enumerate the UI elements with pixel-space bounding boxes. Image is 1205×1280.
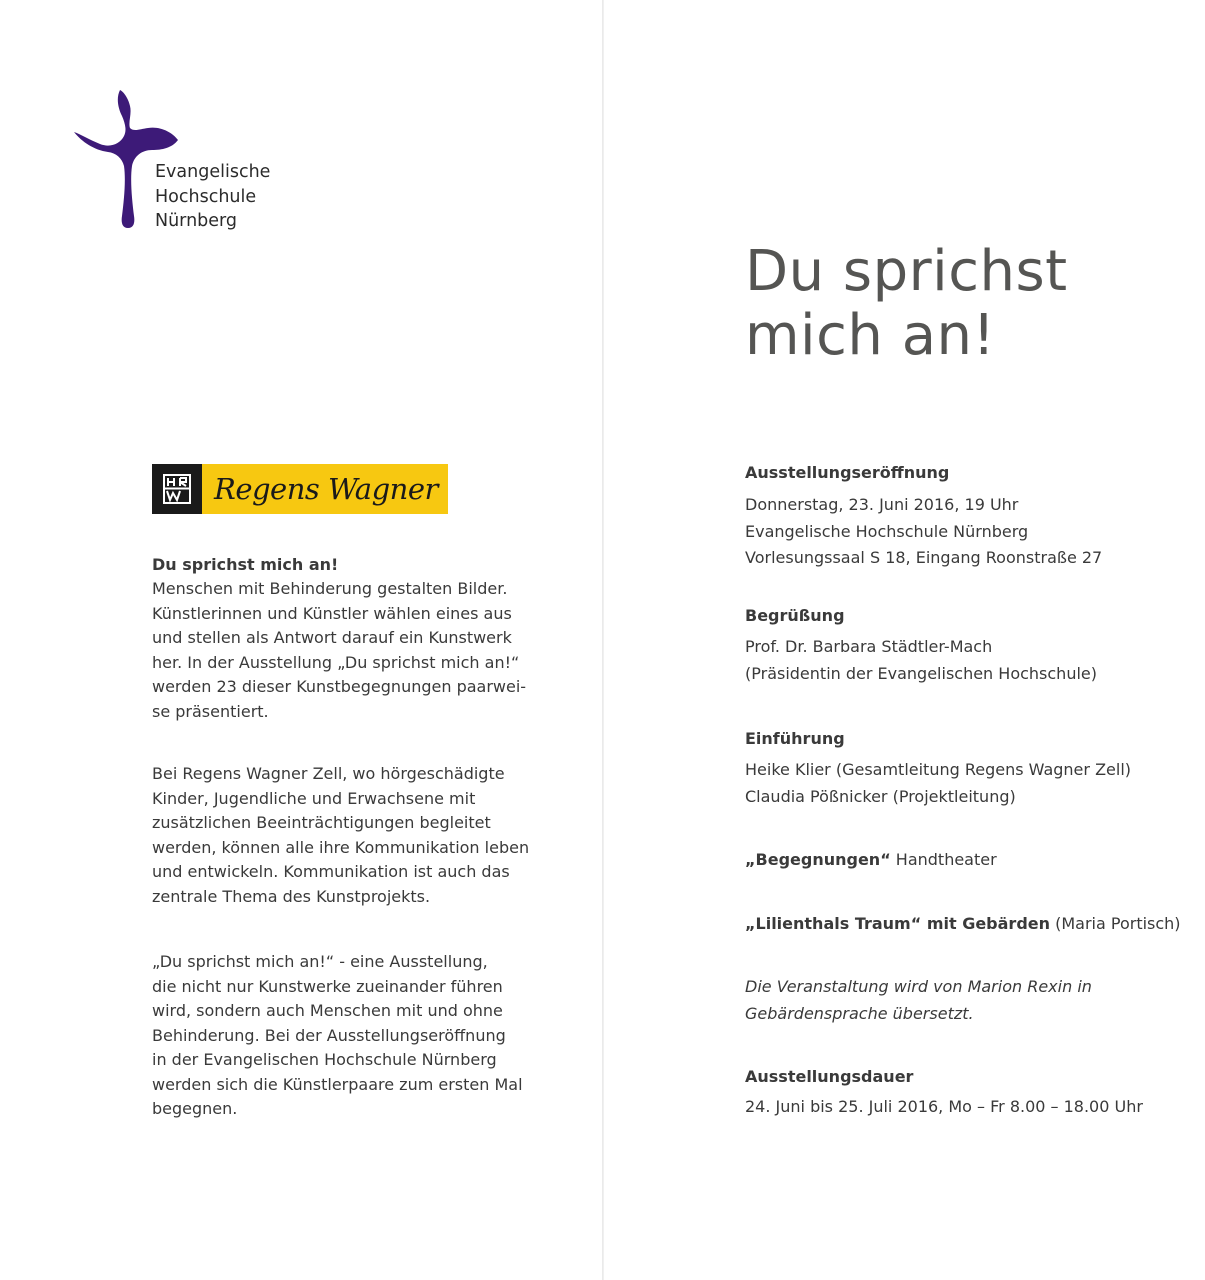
page-title: Du sprichst mich an! xyxy=(745,239,1068,368)
greeting-heading: Begrüßung xyxy=(745,606,845,625)
sign-note-line-1: Die Veranstaltung wird von Marion Rexin in xyxy=(745,977,1092,996)
lilienthal-section xyxy=(745,911,1185,938)
greeting-section xyxy=(745,603,1185,687)
left-heading: Du sprichst mich an! xyxy=(152,555,339,574)
opening-line-1: Donnerstag, 23. Juni 2016, 19 Uhr xyxy=(745,495,1019,514)
opening-heading: Ausstellungseröffnung xyxy=(745,463,950,482)
intro-line-1: Heike Klier (Gesamtleitung Regens Wagner Zell) xyxy=(745,760,1131,779)
ehn-line-2: Hochschule xyxy=(155,186,257,207)
duration-line: 24. Juni bis 25. Juli 2016, Mo – Fr 8.00 – 18.00 Uhr xyxy=(745,1097,1143,1116)
ehn-logo-text xyxy=(155,160,270,234)
intro-heading: Einführung xyxy=(745,729,845,748)
intro-section xyxy=(745,726,1185,810)
duration-heading: Ausstellungsdauer xyxy=(745,1067,914,1086)
theater-title: „Begegnungen“ xyxy=(745,850,891,869)
left-intro xyxy=(152,552,572,724)
left-para-1: Menschen mit Behinderung gestalten Bilder. Künstlerinnen und Künstler wählen eines aus und stellen als Antwort darauf ein Kunstwerk her. In der Ausstellung „Du sprichst mich an!“ werden 23 dieser Kunstbegegnungen paarwei- se präsentiert. xyxy=(152,579,527,721)
left-para-3: „Du sprichst mich an!“ - eine Ausstellung, die nicht nur Kunstwerke zueinander führen wird, sondern auch Menschen mit und ohne Behinderung. Bei der Ausstellungseröffnung in der Evangelischen Hochschule Nürnberg werden sich die Künstlerpaare zum ersten Mal begegnen. xyxy=(152,952,523,1118)
sign-note-line-2: Gebärdensprache übersetzt. xyxy=(745,1003,974,1023)
fold-line xyxy=(602,0,604,1280)
duration-section xyxy=(745,1064,1185,1121)
intro-line-2: Claudia Pößnicker (Projektleitung) xyxy=(745,786,1016,806)
rw-emblem-icon xyxy=(152,464,202,514)
theater-section xyxy=(745,847,1185,874)
lilienthal-rest: (Maria Portisch) xyxy=(1050,914,1181,933)
regens-wagner-logo xyxy=(152,464,448,514)
greeting-line-1: Prof. Dr. Barbara Städtler-Mach xyxy=(745,637,993,656)
greeting-line-2: (Präsidentin der Evangelischen Hochschule) xyxy=(745,663,1097,683)
left-para-3-block xyxy=(152,950,572,1122)
theater-rest: Handtheater xyxy=(890,850,997,869)
opening-line-3: Vorlesungssaal S 18, Eingang Roonstraße 27 xyxy=(745,548,1103,567)
opening-section xyxy=(745,460,1185,572)
lilienthal-title: „Lilienthals Traum“ mit Gebärden xyxy=(745,914,1051,933)
ehn-line-3: Nürnberg xyxy=(155,211,238,231)
opening-line-2: Evangelische Hochschule Nürnberg xyxy=(745,521,1029,541)
sign-note-section xyxy=(745,974,1185,1027)
left-para-2-block xyxy=(152,762,572,909)
ehn-line-1: Evangelische xyxy=(155,162,271,182)
left-para-2: Bei Regens Wagner Zell, wo hörgeschädigte Kinder, Jugendliche und Erwachsene mit zusätzlichen Beeinträchtigungen begleitet werden, können alle ihre Kommunikation leben und entwickeln. Kommunikation ist auch das zentrale Thema des Kunstprojekts. xyxy=(152,764,530,906)
rw-name: Regens Wagner xyxy=(214,472,438,506)
